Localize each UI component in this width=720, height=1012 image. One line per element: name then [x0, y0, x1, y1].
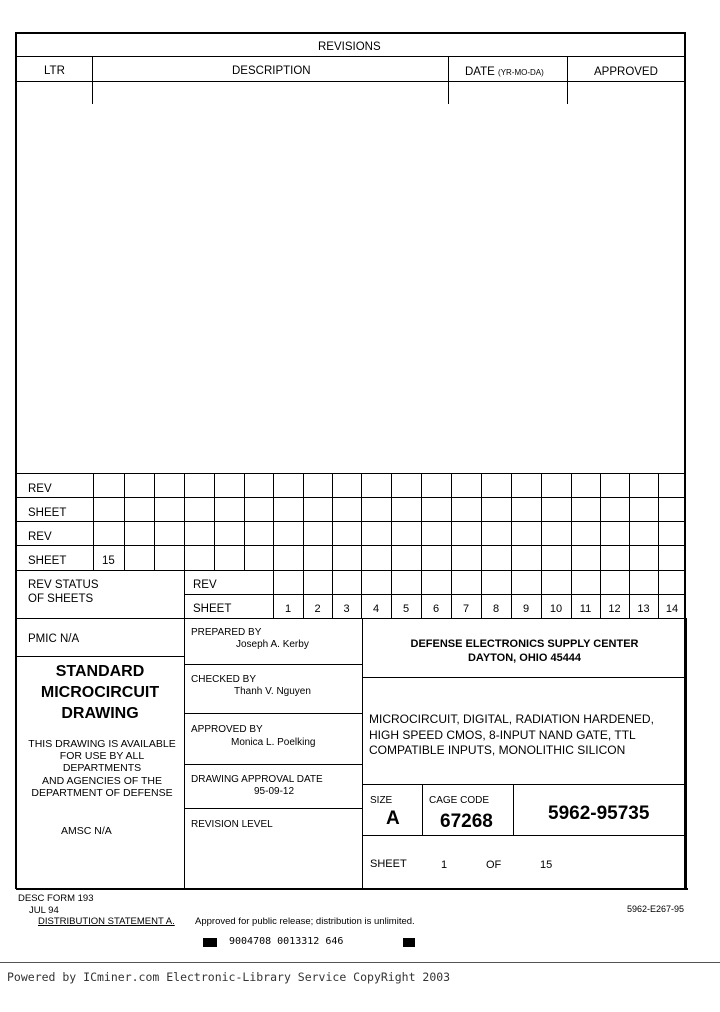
availability-line: DEPARTMENTS: [62, 762, 142, 774]
availability-line: FOR USE BY ALL: [59, 750, 145, 762]
prepared-by-name: Joseph A. Kerby: [236, 639, 309, 650]
pmic-label: PMIC N/A: [28, 633, 80, 645]
drawing-title: DRAWING: [61, 705, 139, 722]
grid-rev-label: REV: [28, 531, 52, 543]
sheet-number-cell: 9: [522, 603, 530, 615]
col-approved-header: APPROVED: [594, 66, 658, 78]
checked-by-label: CHECKED BY: [191, 674, 257, 685]
form-id: DESC FORM 193: [18, 893, 94, 904]
form-number: 5962-E267-95: [627, 904, 685, 914]
distribution-statement-label: DISTRIBUTION STATEMENT A.: [38, 916, 175, 927]
barcode-block-right: [403, 938, 415, 947]
revisions-title: REVISIONS: [318, 41, 381, 53]
size-label: SIZE: [370, 795, 393, 806]
checked-by-name: Thanh V. Nguyen: [234, 686, 311, 697]
sheet-number-cell: 11: [579, 603, 592, 615]
drawing-number: 5962-95735: [548, 803, 650, 824]
sheet-label: SHEET: [193, 603, 232, 615]
sheet-number-cell: 5: [402, 603, 410, 615]
rev-label: REV: [193, 579, 217, 591]
part-title-line: COMPATIBLE INPUTS, MONOLITHIC SILICON: [369, 743, 626, 757]
grid-sheet-label: SHEET: [28, 507, 67, 519]
size-value: A: [386, 808, 400, 829]
rev-status-label: REV STATUS: [28, 579, 99, 591]
sheet-number-cell: 10: [549, 603, 563, 615]
availability-line: DEPARTMENT OF DEFENSE: [31, 787, 173, 799]
approval-date: 95-09-12: [254, 786, 295, 797]
microcircuit-title: MICROCIRCUIT: [40, 684, 160, 701]
sheet-number-cell: 7: [462, 603, 470, 615]
revision-level-label: REVISION LEVEL: [191, 819, 273, 830]
col-ltr-header: LTR: [44, 65, 65, 77]
amsc-label: AMSC N/A: [61, 825, 112, 837]
cage-code-value: 67268: [440, 811, 493, 832]
distribution-statement-text: Approved for public release; distribution is unlimited.: [195, 916, 415, 927]
sheet-number-cell: 4: [372, 603, 380, 615]
form-date: JUL 94: [29, 905, 59, 916]
approval-date-label: DRAWING APPROVAL DATE: [191, 774, 323, 785]
sheet-label: SHEET: [370, 858, 407, 870]
sheet-number: 1: [441, 859, 448, 871]
sheet-number-cell: 14: [665, 603, 679, 615]
col-date-header: DATE (YR-MO-DA): [465, 66, 544, 78]
grid-rev-label: REV: [28, 483, 52, 495]
col-description-header: DESCRIPTION: [232, 65, 311, 77]
barcode-block-left: [203, 938, 217, 947]
availability-line: AND AGENCIES OF THE: [42, 775, 162, 787]
barcode-number: 9004708 0013312 646: [229, 936, 344, 947]
prepared-by-label: PREPARED BY: [191, 627, 262, 638]
approved-by-label: APPROVED BY: [191, 724, 263, 735]
availability-line: THIS DRAWING IS AVAILABLE: [28, 738, 176, 750]
grid-sheet-label: SHEET: [28, 555, 67, 567]
grid-sheet-15: 15: [102, 555, 115, 567]
part-title-line: HIGH SPEED CMOS, 8-INPUT NAND GATE, TTL: [369, 728, 636, 742]
sheet-number-cell: 12: [608, 603, 621, 615]
cage-code-label: CAGE CODE: [429, 795, 490, 806]
sheet-number-cell: 8: [492, 603, 500, 615]
sheet-number-cell: 1: [284, 603, 292, 615]
sheet-total: 15: [540, 859, 553, 871]
of-label: OF: [486, 859, 502, 871]
sheet-number-cell: 13: [637, 603, 650, 615]
standard-title: STANDARD: [55, 663, 145, 680]
of-sheets-label: OF SHEETS: [28, 593, 94, 605]
agency-location: DAYTON, OHIO 45444: [467, 652, 582, 664]
sheet-number-cell: 3: [343, 603, 350, 615]
powered-by-notice: Powered by ICminer.com Electronic-Library Service CopyRight 2003: [7, 970, 451, 984]
part-title-line: MICROCIRCUIT, DIGITAL, RADIATION HARDENED,: [369, 712, 654, 726]
approved-by-name: Monica L. Poelking: [231, 737, 316, 748]
sheet-number-cell: 2: [314, 603, 321, 615]
sheet-number-cell: 6: [432, 603, 440, 615]
agency-name: DEFENSE ELECTRONICS SUPPLY CENTER: [410, 638, 639, 650]
